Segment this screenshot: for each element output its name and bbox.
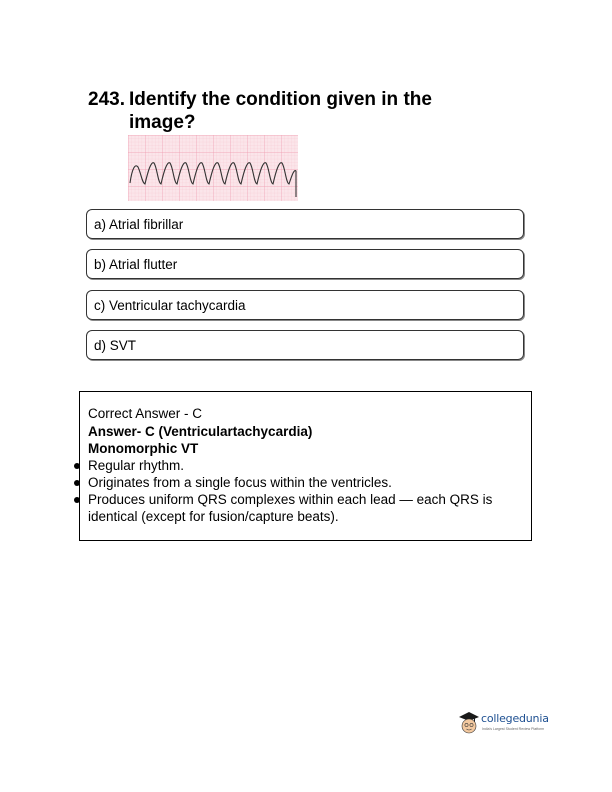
bullet-text: Produces uniform QRS complexes within each lead — each QRS is [88,492,493,507]
bullet-marker [74,497,80,503]
logo-tagline: India's Largest Student Review Platform [482,727,545,731]
graduate-mascot-icon [458,710,480,736]
bullet-marker [74,480,80,486]
bullet-text: Originates from a single focus within the ventricles. [88,475,392,490]
logo-name: collegedunia [481,712,549,725]
question-text: Identify the condition given in the image? [129,89,432,133]
bullet-text: Regular rhythm. [88,458,185,473]
answer-line: Answer- C (Ventriculartachycardia) [88,424,313,439]
explanation-heading: Monomorphic VT [88,441,199,456]
correct-answer-line: Correct Answer - C [88,406,203,421]
option-d[interactable]: d) SVT [86,330,524,360]
option-a[interactable]: a) Atrial fibrillar [86,209,524,239]
option-c[interactable]: c) Ventricular tachycardia [86,290,524,320]
bullet-marker [74,463,80,469]
question-number: 243. [88,89,125,110]
bullet-text-continued: identical (except for fusion/capture beats). [88,509,339,524]
option-b[interactable]: b) Atrial flutter [86,249,524,279]
collegedunia-logo [458,710,558,742]
ecg-strip-image [128,135,298,201]
